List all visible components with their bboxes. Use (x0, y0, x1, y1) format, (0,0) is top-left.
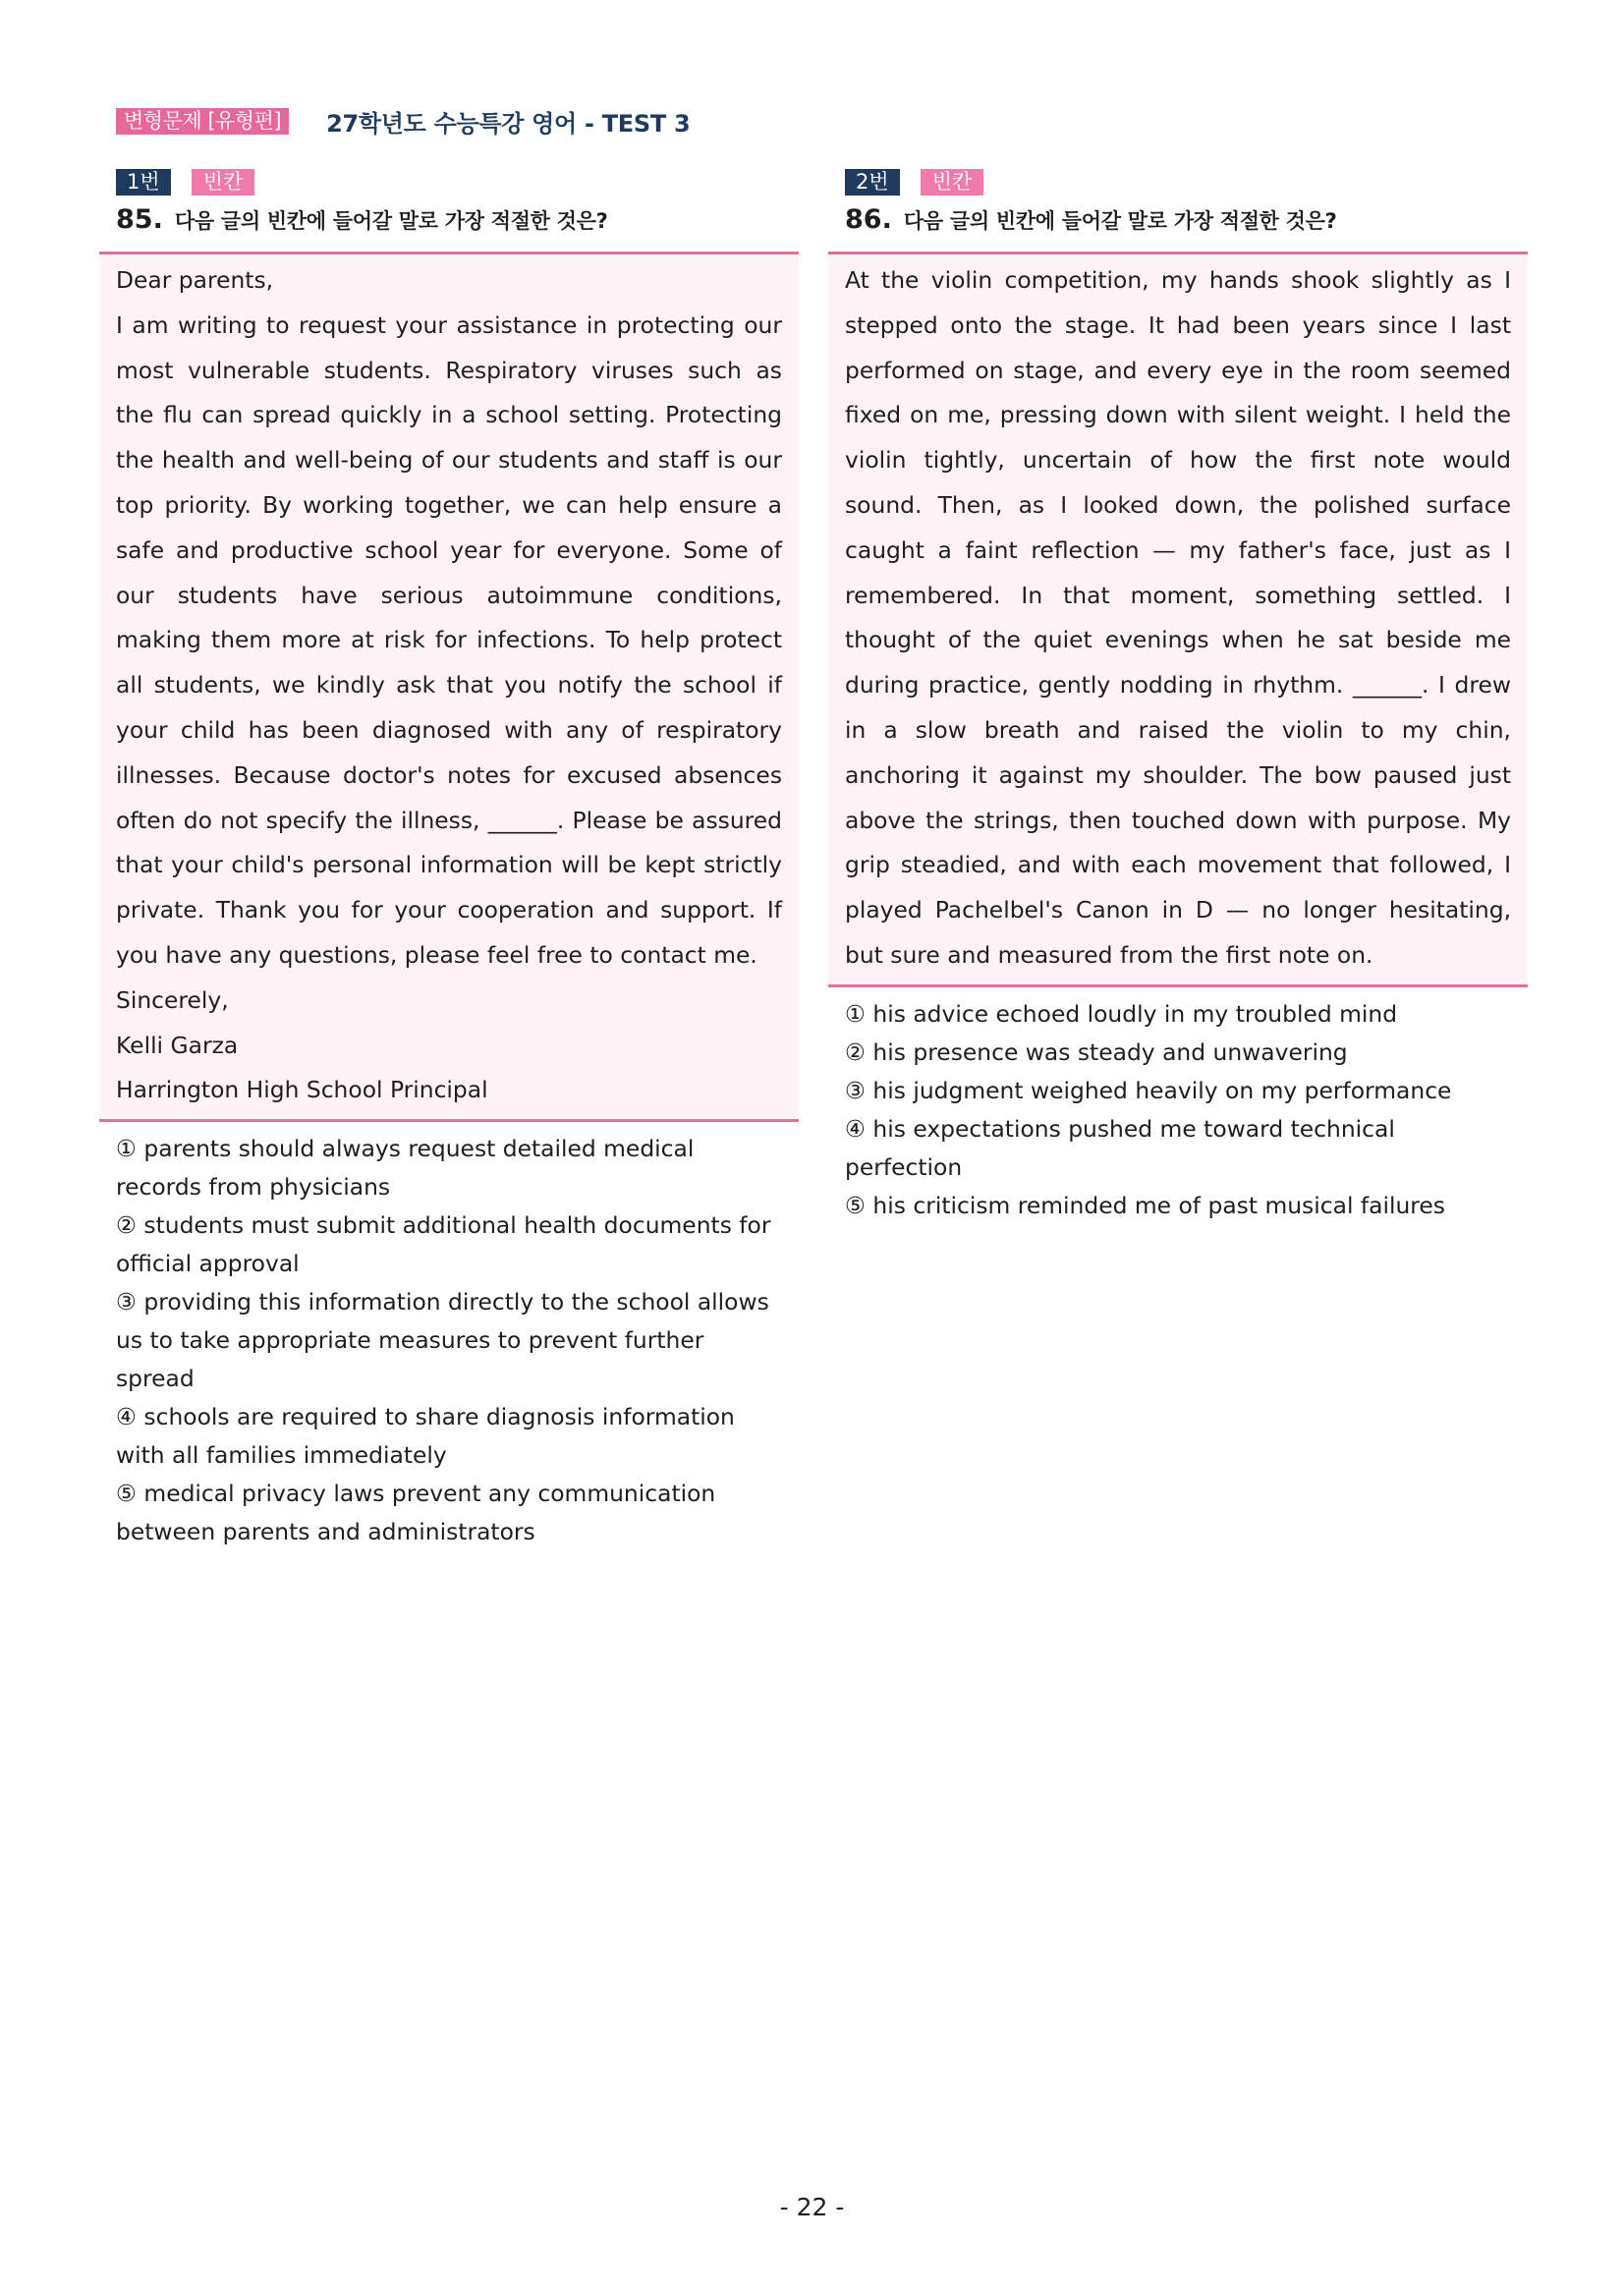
answer-choice-5[interactable]: ⑤ his criticism reminded me of past musical failures (845, 1191, 1445, 1219)
question-86-column (828, 169, 1528, 1225)
question-prompt: 다음 글의 빈칸에 들어갈 말로 가장 적절한 것은? (903, 209, 1337, 233)
passage-greeting: Dear parents, (116, 266, 274, 294)
question-type-badge: 빈칸 (192, 169, 255, 196)
passage-box (99, 252, 799, 1122)
question-85-column (99, 169, 799, 1551)
question-tags (845, 169, 1528, 196)
question-prompt: 다음 글의 빈칸에 들어갈 말로 가장 적절한 것은? (174, 209, 608, 233)
answer-choice-3[interactable]: ③ his judgment weighed heavily on my performance (845, 1076, 1452, 1104)
passage-box (828, 252, 1528, 987)
answer-choice-4[interactable]: ④ schools are required to share diagnosis information with all families immediately (116, 1403, 735, 1470)
answer-choice-4[interactable]: ④ his expectations pushed me toward technical perfection (845, 1114, 1395, 1181)
question-heading (116, 204, 799, 240)
answer-choice-1[interactable]: ① his advice echoed loudly in my troubled mind (845, 999, 1398, 1028)
variant-type-tag: 변형문제 [유형편] (116, 108, 289, 135)
passage-body: At the violin competition, my hands shook slightly as I stepped onto the stage. It had been years since I last performed on stage, and every eye in the room seemed fixed on me, pressing down with silent weight. I held the violin tightly, uncertain of how the first note would sound. Then, as I looked down, the polished surface caught a faint reflection — my father's face, just as I remembered. In that moment, something settled. I thought of the quiet evenings when he sat beside me during practice, gently nodding in rhythm. ______. I drew in a slow breath and raised the violin to my chin, anchoring it against my shoulder. The bow paused just above the strings, then touched down with purpose. My grip steadied, and with each movement that followed, I played Pachelbel's Canon in D — no longer hesitating, but sure and measured from the first note on. (845, 266, 1511, 969)
passage-signature-name: Kelli Garza (116, 1031, 239, 1059)
answer-choice-2[interactable]: ② students must submit additional health documents for official approval (116, 1211, 771, 1278)
answer-choice-1[interactable]: ① parents should always request detailed medical records from physicians (116, 1135, 695, 1202)
answer-choice-3[interactable]: ③ providing this information directly to the school allows us to take appropriate measures to prevent further spread (116, 1288, 769, 1393)
question-type-badge: 빈칸 (921, 169, 984, 196)
page-number: - 22 - (779, 2193, 845, 2221)
answer-choices (99, 1130, 799, 1551)
answer-choices (828, 995, 1528, 1225)
header-title: 27학년도 수능특강 영어 - TEST 3 (326, 109, 691, 138)
passage-closing: Sincerely, (116, 985, 229, 1014)
answer-choice-5[interactable]: ⑤ medical privacy laws prevent any communication between parents and administrators (116, 1480, 716, 1546)
question-heading (845, 204, 1528, 240)
question-index-badge: 2번 (845, 169, 900, 196)
passage-signature-title: Harrington High School Principal (116, 1076, 488, 1104)
answer-choice-2[interactable]: ② his presence was steady and unwavering (845, 1037, 1348, 1066)
question-tags (116, 169, 799, 196)
question-number: 85. (116, 204, 163, 235)
question-number: 86. (845, 204, 892, 235)
passage-body: I am writing to request your assistance in protecting our most vulnerable students. Respiratory viruses such as the flu can spread quickly in a school setting. Protecting the health and well-being of our students and staff is our top priority. By working together, we can help ensure a safe and productive school year for everyone. Some of our students have serious autoimmune conditions, making them more at risk for infections. To help protect all students, we kindly ask that you notify the school if your child has been diagnosed with any of respiratory illnesses. Because doctor's notes for excused absences often do not specify the illness, ______. Please be assured that your child's personal information will be kept strictly private. Thank you for your cooperation and support. If you have any questions, please feel free to contact me. (116, 310, 782, 969)
question-index-badge: 1번 (116, 169, 171, 196)
page-header (116, 106, 690, 136)
